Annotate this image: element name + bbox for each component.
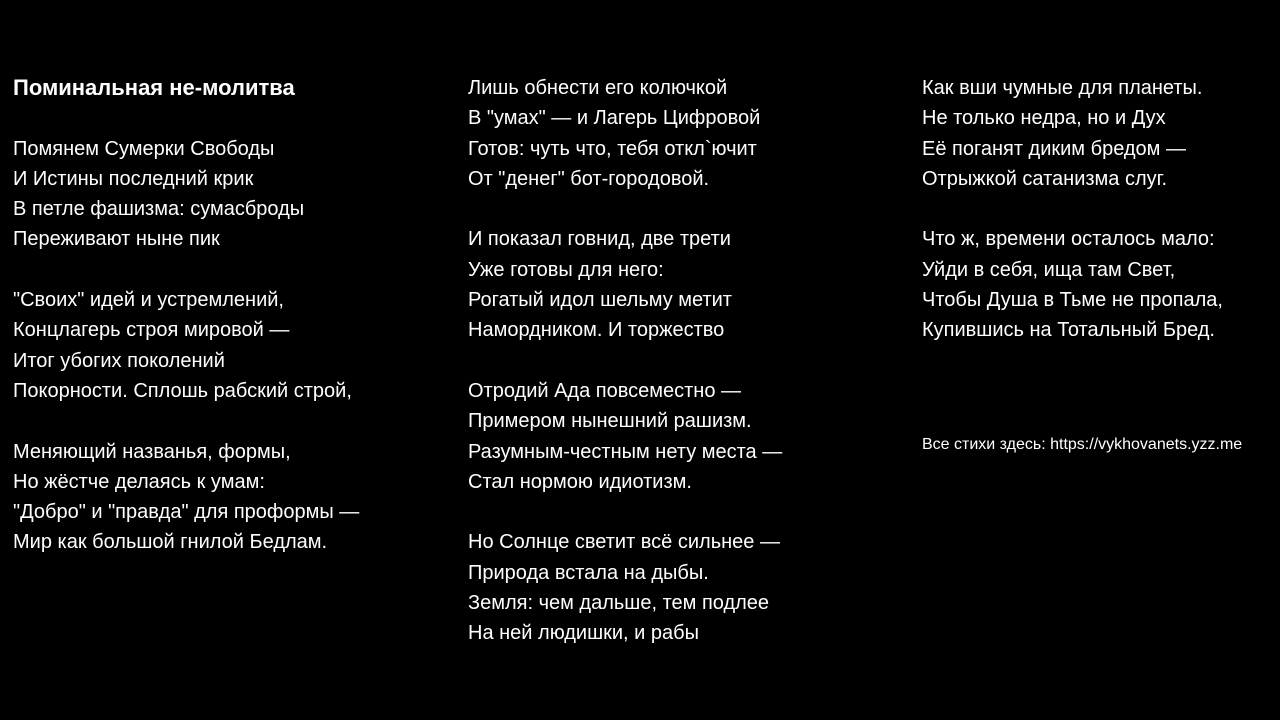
poem-line: Рогатый идол шельму метит xyxy=(468,289,732,312)
stanza-gap xyxy=(13,103,433,133)
poem-line: От "денег" бот-городовой. xyxy=(468,167,710,190)
poem-line: И Истины последний крик xyxy=(13,167,254,190)
poem-column-1 xyxy=(13,73,433,558)
poem-column-2 xyxy=(468,73,888,649)
poem-line: Её поганят диким бредом — xyxy=(922,137,1186,160)
stanza xyxy=(468,224,888,345)
poem-column-3 xyxy=(922,73,1272,346)
poem-line: Покорности. Сплошь рабский строй, xyxy=(13,379,352,402)
stanza xyxy=(922,73,1272,194)
stanza-gap xyxy=(13,255,433,285)
poem-line: В "умах" — и Лагерь Цифровой xyxy=(468,107,761,130)
poem-title: Поминальная не-молитва xyxy=(13,75,295,100)
poem-line: Концлагерь строя мировой — xyxy=(13,319,290,342)
stanza-gap xyxy=(13,406,433,436)
poem-line: В петле фашизма: сумасброды xyxy=(13,198,305,221)
poem-line: Мир как большой гнилой Бедлам. xyxy=(13,531,328,554)
poem-line: Меняющий названья, формы, xyxy=(13,440,291,463)
stanza xyxy=(468,73,888,194)
poem-line: Но жёстче делаясь к умам: xyxy=(13,470,265,493)
stanza xyxy=(468,376,888,497)
poem-line: Как вши чумные для планеты. xyxy=(922,77,1203,99)
poem-line: Разумным-честным нету места — xyxy=(468,440,783,463)
stanza-gap xyxy=(468,194,888,224)
poem-line: Лишь обнести его колючкой xyxy=(468,77,728,99)
poem-line: "Добро" и "правда" для проформы — xyxy=(13,501,360,524)
footer-link-text: Все стихи здесь: https://vykhovanets.yzz.me xyxy=(922,436,1243,453)
stanza xyxy=(13,134,433,255)
stanza-gap xyxy=(468,346,888,376)
poem-line: Что ж, времени осталось мало: xyxy=(922,228,1215,251)
stanza-gap xyxy=(922,194,1272,224)
poem-line: Помянем Сумерки Свободы xyxy=(13,137,275,160)
poem-line: Уже готовы для него: xyxy=(468,258,664,281)
poem-line: Примером нынешний рашизм. xyxy=(468,410,752,433)
poem-line: Отрыжкой сатанизма слуг. xyxy=(922,167,1168,190)
poem-line: Итог убогих поколений xyxy=(13,349,225,372)
poem-line: Природа встала на дыбы. xyxy=(468,561,709,584)
stanza xyxy=(922,224,1272,345)
poem-line: Но Солнце светит всё сильнее — xyxy=(468,531,780,554)
poem-line: Не только недра, но и Дух xyxy=(922,107,1166,130)
stanza-gap xyxy=(468,497,888,527)
poem-line: На ней людишки, и рабы xyxy=(468,622,699,645)
poem-line: Намордником. И торжество xyxy=(468,319,725,342)
poem-line: Готов: чуть что, тебя откл`ючит xyxy=(468,137,757,160)
poem-line: Стал нормою идиотизм. xyxy=(468,470,692,493)
stanza xyxy=(13,437,433,558)
stanza xyxy=(13,285,433,406)
poem-line: Чтобы Душа в Тьме не пропала, xyxy=(922,289,1223,312)
poem-line: Уйди в себя, ища там Свет, xyxy=(922,258,1176,281)
poem-line: Отродий Ада повсеместно — xyxy=(468,379,742,402)
poem-line: Купившись на Тотальный Бред. xyxy=(922,319,1215,342)
stanza xyxy=(468,527,888,648)
poem-line: "Своих" идей и устремлений, xyxy=(13,289,284,312)
poem-line: Земля: чем дальше, тем подлее xyxy=(468,592,770,615)
poem-line: И показал говнид, две трети xyxy=(468,228,731,251)
poem-line: Переживают ныне пик xyxy=(13,228,220,251)
